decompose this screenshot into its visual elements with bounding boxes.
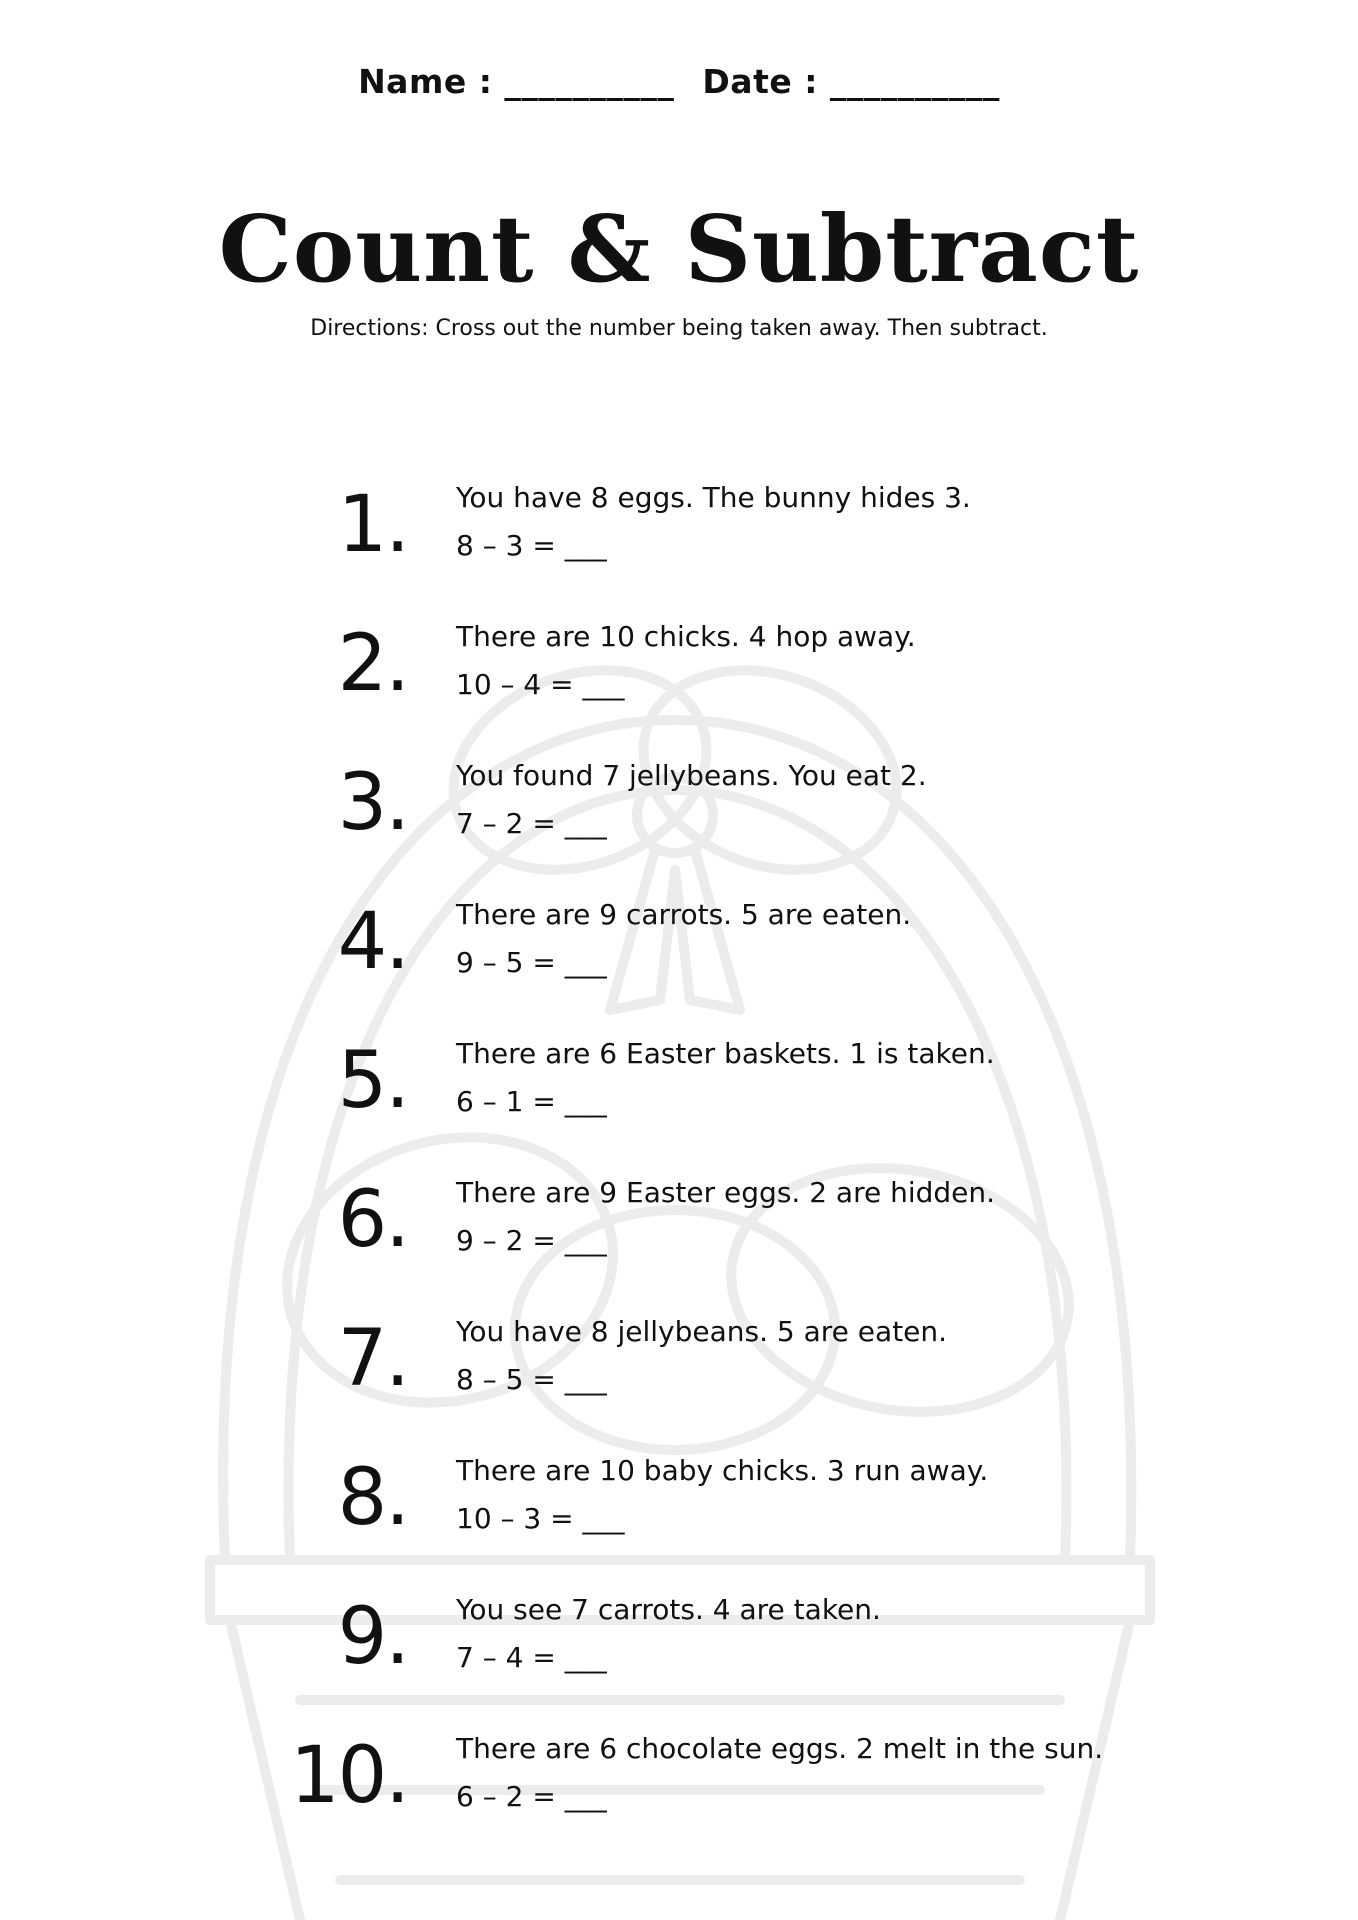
problem-number: 2. bbox=[337, 619, 408, 709]
problem-item bbox=[0, 1448, 1358, 1587]
problem-story: There are 10 chicks. 4 hop away. bbox=[456, 620, 916, 653]
problem-story: There are 6 Easter baskets. 1 is taken. bbox=[456, 1037, 995, 1070]
problem-equation[interactable]: 7 – 4 = ___ bbox=[456, 1641, 607, 1674]
directions-text: Directions: Cross out the number being taken away. Then subtract. bbox=[310, 316, 1048, 341]
problem-number: 10. bbox=[289, 1731, 408, 1821]
problem-equation[interactable]: 10 – 4 = ___ bbox=[456, 668, 625, 701]
name-date-header bbox=[0, 62, 1358, 101]
problem-story: There are 10 baby chicks. 3 run away. bbox=[456, 1454, 989, 1487]
problem-equation[interactable]: 7 – 2 = ___ bbox=[456, 807, 607, 840]
problem-number: 1. bbox=[337, 480, 408, 570]
problem-item bbox=[0, 475, 1358, 614]
problem-number: 7. bbox=[337, 1314, 408, 1404]
name-field[interactable] bbox=[358, 62, 674, 101]
problem-number: 6. bbox=[337, 1175, 408, 1265]
name-blank[interactable]: __________ bbox=[504, 62, 675, 101]
problem-item bbox=[0, 1170, 1358, 1309]
problem-item bbox=[0, 614, 1358, 753]
problem-item bbox=[0, 1587, 1358, 1726]
problem-equation[interactable]: 9 – 2 = ___ bbox=[456, 1224, 607, 1257]
problem-equation[interactable]: 9 – 5 = ___ bbox=[456, 946, 607, 979]
problem-number: 3. bbox=[337, 758, 408, 848]
page-title: Count & Subtract bbox=[218, 195, 1140, 303]
problem-story: There are 9 Easter eggs. 2 are hidden. bbox=[456, 1176, 996, 1209]
problem-item bbox=[0, 1309, 1358, 1448]
problem-story: You have 8 jellybeans. 5 are eaten. bbox=[456, 1315, 948, 1348]
date-label: Date : bbox=[702, 62, 818, 101]
problem-equation[interactable]: 6 – 2 = ___ bbox=[456, 1780, 607, 1813]
date-blank[interactable]: __________ bbox=[829, 62, 1000, 101]
problem-story: You found 7 jellybeans. You eat 2. bbox=[456, 759, 927, 792]
date-field[interactable] bbox=[702, 62, 1000, 101]
problem-number: 8. bbox=[337, 1453, 408, 1543]
problem-story: You have 8 eggs. The bunny hides 3. bbox=[456, 481, 971, 514]
problem-number: 9. bbox=[337, 1592, 408, 1682]
problem-item bbox=[0, 1726, 1358, 1865]
problem-story: You see 7 carrots. 4 are taken. bbox=[456, 1593, 881, 1626]
problem-item bbox=[0, 892, 1358, 1031]
problem-story: There are 6 chocolate eggs. 2 melt in the sun. bbox=[456, 1732, 1104, 1765]
name-label: Name : bbox=[358, 62, 493, 101]
problem-number: 4. bbox=[337, 897, 408, 987]
problem-equation[interactable]: 8 – 3 = ___ bbox=[456, 529, 607, 562]
problem-list bbox=[0, 475, 1358, 1865]
problem-item bbox=[0, 1031, 1358, 1170]
problem-number: 5. bbox=[337, 1036, 408, 1126]
problem-story: There are 9 carrots. 5 are eaten. bbox=[456, 898, 912, 931]
problem-item bbox=[0, 753, 1358, 892]
problem-equation[interactable]: 6 – 1 = ___ bbox=[456, 1085, 607, 1118]
problem-equation[interactable]: 10 – 3 = ___ bbox=[456, 1502, 625, 1535]
problem-equation[interactable]: 8 – 5 = ___ bbox=[456, 1363, 607, 1396]
